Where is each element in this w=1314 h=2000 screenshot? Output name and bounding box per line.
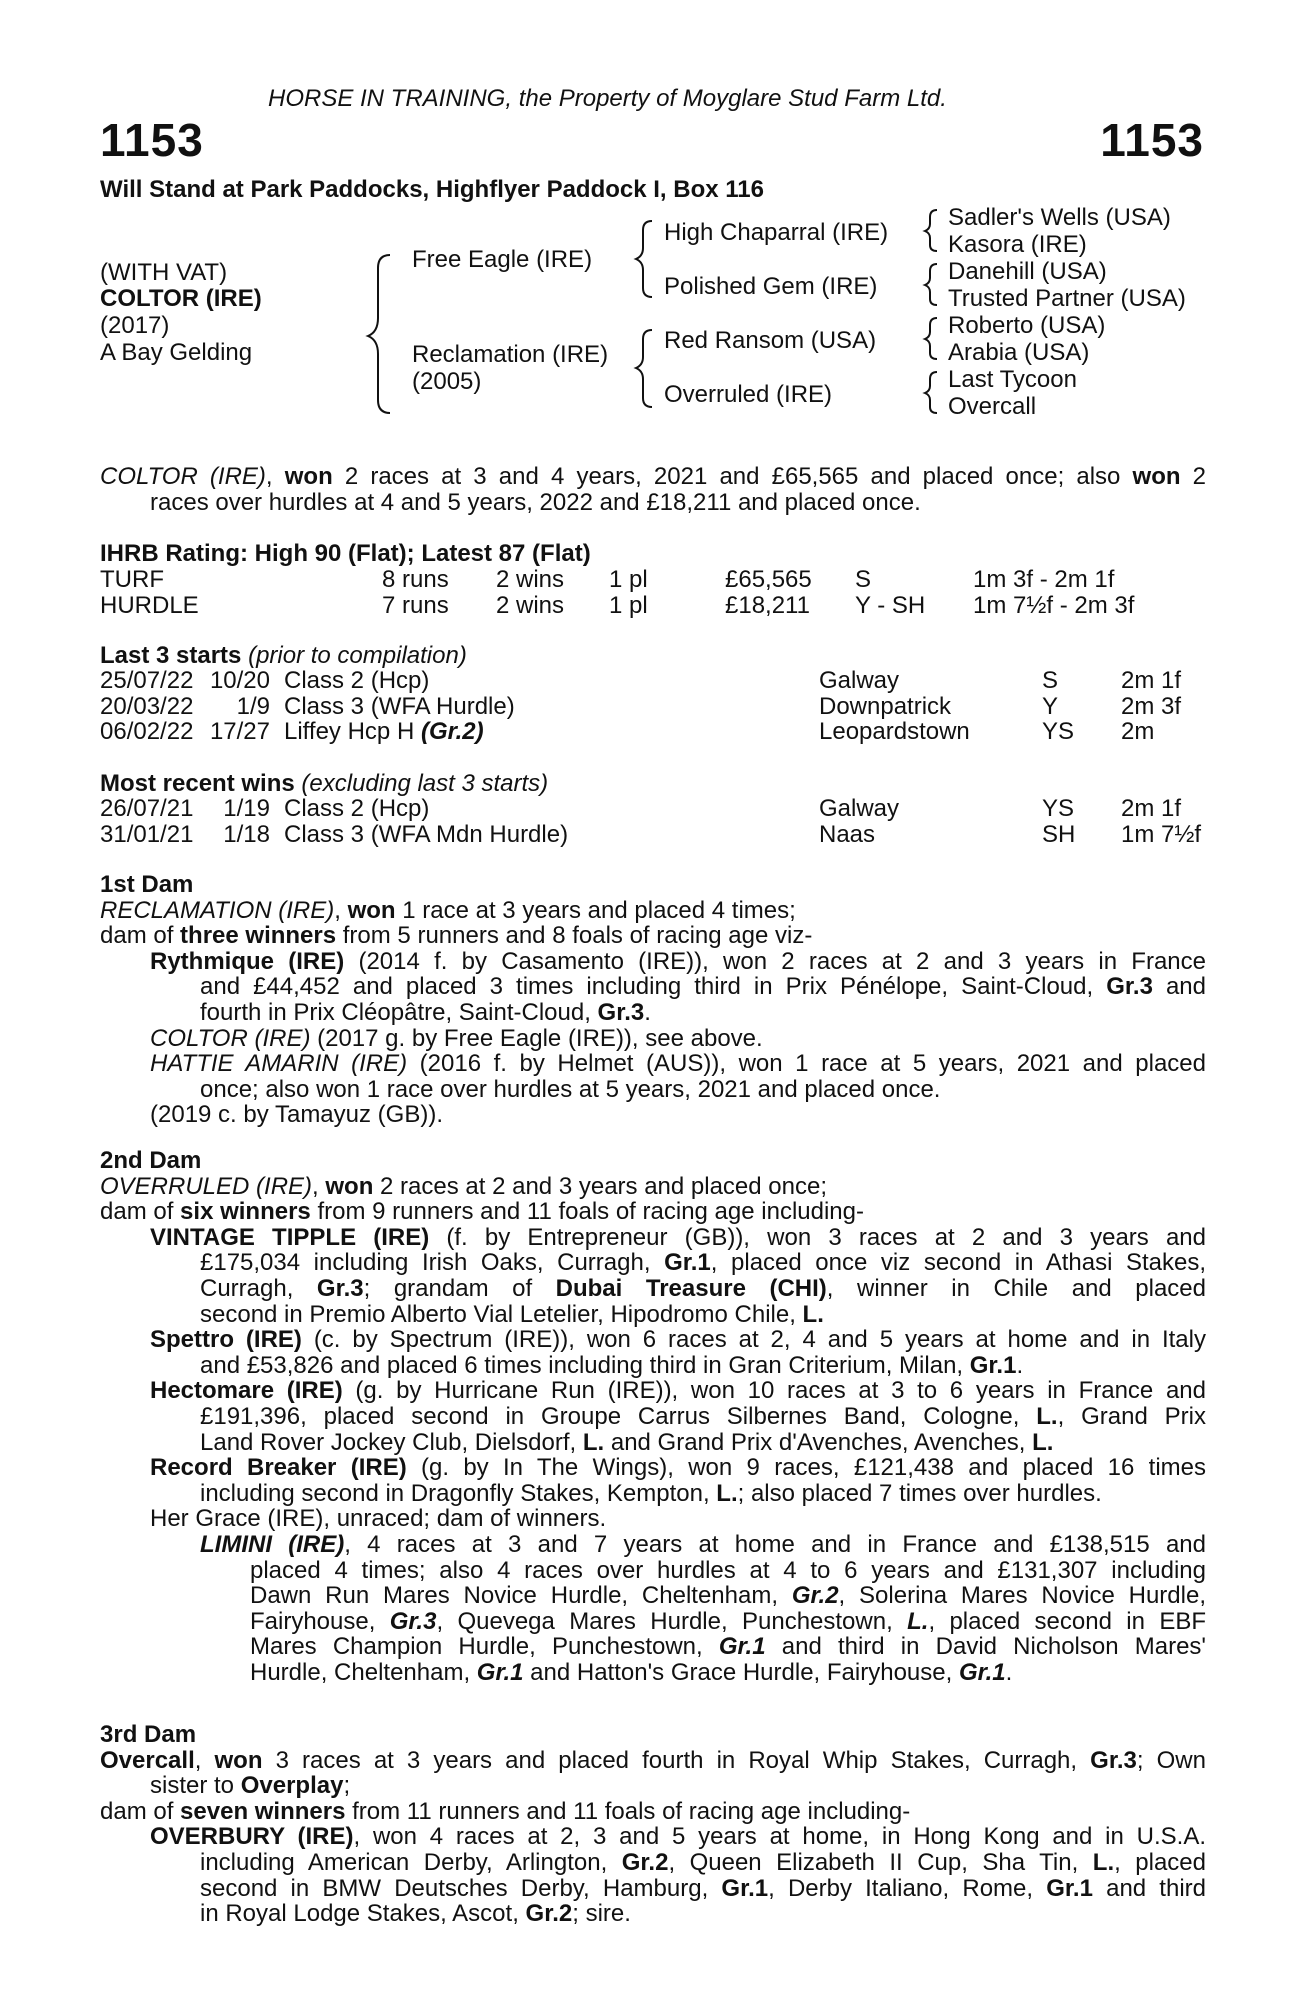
horse-name: COLTOR (IRE) [100,285,262,312]
brace-dam [636,330,652,407]
stand-location: Will Stand at Park Paddocks, Highflyer Paddock I, Box 116 [100,176,764,203]
last3-table [100,668,1181,745]
brace-dd [925,372,937,413]
ratings-table [100,567,1134,618]
pedigree-ddd: Overcall [948,393,1037,420]
pedigree-dam-dam: Overruled (IRE) [664,381,833,408]
pedigree-dss: Roberto (USA) [948,312,1106,339]
table-row: 31/01/21 1/18 Class 3 (WFA Mdn Hurdle) Naas SH 1m 7½f [100,820,1202,848]
recent-wins-heading: Most recent wins (excluding last 3 starts) [100,770,549,797]
last3-heading: Last 3 starts (prior to compilation) [100,642,467,669]
second-dam-heading: 2nd Dam [100,1147,202,1174]
pedigree-sdd: Trusted Partner (USA) [948,285,1186,312]
pedigree-sss: Sadler's Wells (USA) [948,204,1171,231]
page-header: HORSE IN TRAINING, the Property of Moyglare Stud Farm Ltd. [268,85,947,112]
pedigree-sire: Free Eagle (IRE) [412,246,593,273]
third-dam-section: 3rd Dam Overcall, won 3 races at 3 years and placed fourth in Royal Whip Stakes, Curragh, Gr.3; Own sister to Overplay; dam of seven winners from 11 runners and 11 foals of racing age including- OVERBURY (IRE), won 4 races at 2, 3 and 5 years at home, in Hong Kong and in U.S.A. including American Derby, Arlington, Gr.2, Queen Elizabeth II Cup, Sha Tin, L., placed second in BMW Deutsches Derby, Hamburg, Gr.1, Derby Italiano, Rome, Gr.1 and third in Royal Lodge Stakes, Ascot, Gr.2; sire. [100,1721,1206,1928]
pedigree-sire-dam: Polished Gem (IRE) [664,273,878,300]
horse-year: (2017) [100,312,170,339]
summary-horse-name: COLTOR (IRE) [100,463,266,490]
recent-wins-table [100,796,1201,847]
brace-ds [925,318,937,359]
brace-ss [925,210,937,251]
third-dam-heading: 3rd Dam [100,1721,197,1748]
race-grade: (Gr.2) [420,718,484,746]
pedigree-sds: Danehill (USA) [948,258,1107,285]
pedigree-dam-sire: Red Ransom (USA) [664,327,877,354]
pedigree-sire-sire: High Chaparral (IRE) [664,219,889,246]
table-row: HURDLE 7 runs 2 wins 1 pl £18,211 Y - SH 1m 7½f - 2m 3f [100,591,1135,619]
pedigree-dam-year: (2005) [412,368,482,395]
pedigree-dam: Reclamation (IRE) [412,341,609,368]
table-row: 25/07/22 10/20 Class 2 (Hcp) Galway S 2m 1f [100,667,1182,694]
table-row: 26/07/21 1/19 Class 2 (Hcp) Galway YS 2m 1f [100,795,1182,822]
table-row: TURF 8 runs 2 wins 1 pl £65,565 S 1m 3f - 2m 1f [100,566,1115,593]
table-row: 06/02/22 17/27 Liffey Hcp H (Gr.2) Leopardstown YS 2m [100,718,1155,746]
pedigree-dds: Last Tycoon [948,366,1077,393]
rating-heading: IHRB Rating: High 90 (Flat); Latest 87 (Flat) [100,540,591,567]
race-summary: COLTOR (IRE), won 2 races at 3 and 4 years, 2021 and £65,565 and placed once; also won 2 races over hurdles at 4 and 5 years, 2022 and £18,211 and placed once. [100,463,1207,516]
pedigree-dsd: Arabia (USA) [948,339,1090,366]
lot-number-right: 1153 [1100,114,1204,166]
brace-sd [925,264,937,305]
lot-number-left: 1153 [100,114,204,166]
vat-note: (WITH VAT) [100,259,228,286]
brace-main [368,255,390,413]
first-dam-heading: 1st Dam [100,871,194,898]
first-dam-section: 1st Dam RECLAMATION (IRE), won 1 race at 3 years and placed 4 times; dam of three winners from 5 runners and 8 foals of racing age viz- Rythmique (IRE) (2014 f. by Casamento (IRE)), won 2 races at 2 and 3 years in France and £44,452 and placed 3 times including third in Prix Pénélope, Saint-Cloud, Gr.3 and fourth in Prix Cléopâtre, Saint-Cloud, Gr.3. COLTOR (IRE) (2017 g. by Free Eagle (IRE)), see above. HATTIE AMARIN (IRE) (2016 f. by Helmet (AUS)), won 1 race at 5 years, 2021 and placed once; also won 1 race over hurdles at 5 years, 2021 and placed once. (2019 c. by Tamayuz (GB)). [100,871,1206,1129]
second-dam-section: 2nd Dam OVERRULED (IRE), won 2 races at 2 and 3 years and placed once; dam of six winners from 9 runners and 11 foals of racing age including- VINTAGE TIPPLE (IRE) (f. by Entrepreneur (GB)), won 3 races at 2 and 3 years and £175,034 including Irish Oaks, Curragh, Gr.1, placed once viz second in Athasi Stakes, Curragh, Gr.3; grandam of Dubai Treasure (CHI), winner in Chile and placed second in Premio Alberto Vial Letelier, Hipodromo Chile, L. Spettro (IRE) (c. by Spectrum (IRE)), won 6 races at 2, 4 and 5 years at home and in Italy and £53,826 and placed 6 times including third in Gran Criterium, Milan, Gr.1. Hectomare (IRE) (g. by Hurricane Run (IRE)), won 10 races at 3 to 6 years in France and £191,396, placed second in Groupe Carrus Silbernes Band, Cologne, L., Grand Prix Land Rover Jockey Club, Dielsdorf, L. and Grand Prix d'Avenches, Avenches, L. Record Breaker (IRE) (g. by In The Wings), won 9 races, £121,438 and placed 16 times including second in Dragonfly Stakes, Kempton, L.; also placed 7 times over hurdles. Her Grace (IRE), unraced; dam of winners. LIMINI (IRE), 4 races at 3 and 7 years at home and in France and £138,515 and placed 4 times; also 4 races over hurdles at 4 to 6 years and £131,307 including Dawn Run Mares Novice Hurdle, Cheltenham, Gr.2, Solerina Mares Novice Hurdle, Fairyhouse, Gr.3, Quevega Mares Hurdle, Punchestown, L., placed second in EBF Mares Champion Hurdle, Punchestown, Gr.1 and third in David Nicholson Mares' Hurdle, Cheltenham, Gr.1 and Hatton's Grace Hurdle, Fairyhouse, Gr.1. [100,1147,1207,1686]
table-row: 20/03/22 1/9 Class 3 (WFA Hurdle) Downpatrick Y 2m 3f [100,692,1182,720]
pedigree-ssd: Kasora (IRE) [948,231,1087,258]
horse-description: A Bay Gelding [100,339,253,366]
brace-sire [636,221,652,297]
